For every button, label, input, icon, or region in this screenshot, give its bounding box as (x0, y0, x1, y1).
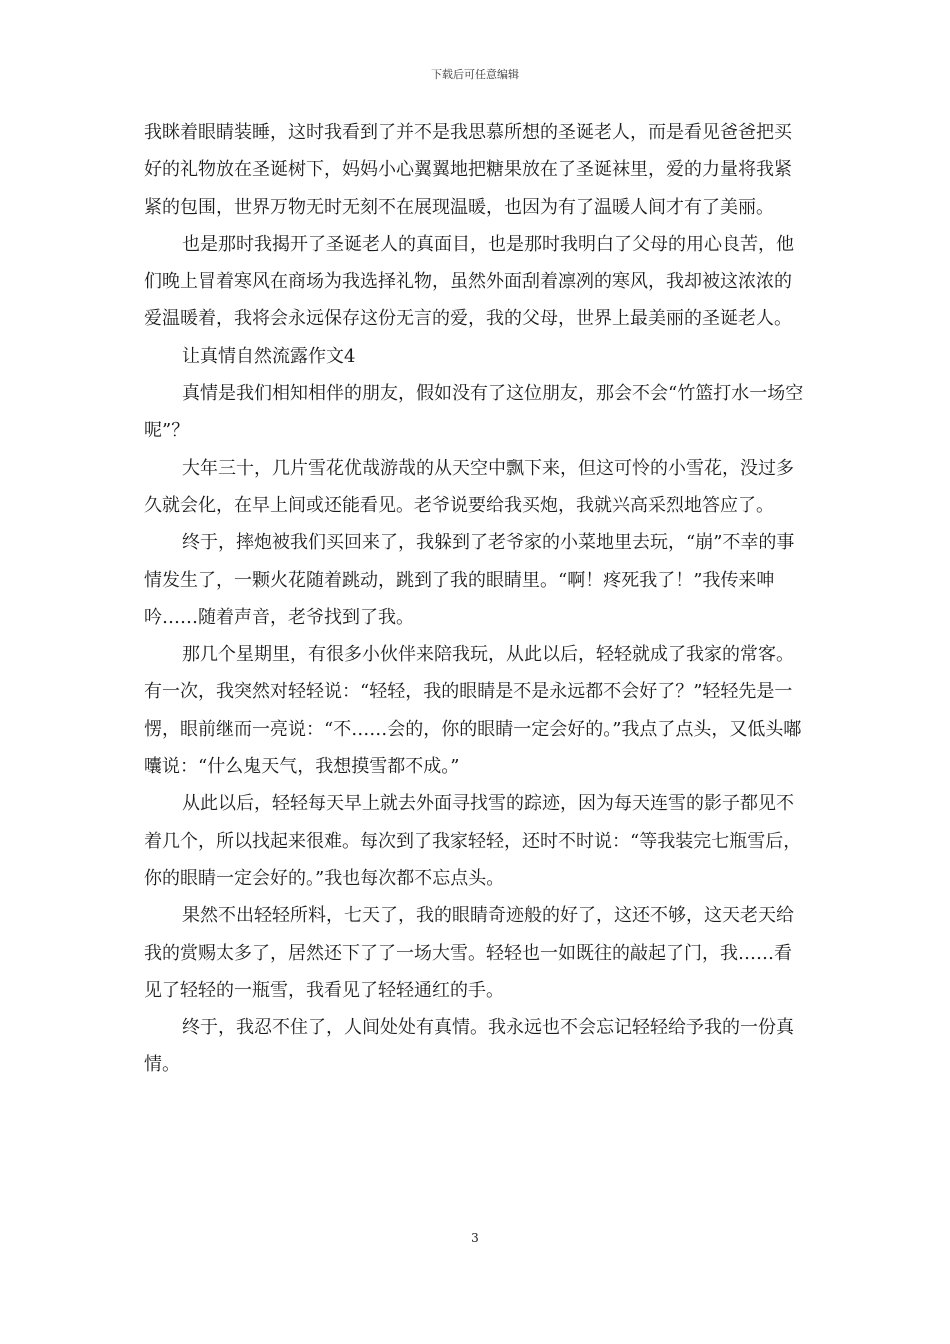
page-number: 3 (471, 1231, 479, 1245)
paragraph-6: 那几个星期里，有很多小伙伴来陪我玩，从此以后，轻轻就成了我家的常客。有一次，我突然对轻轻说：“轻轻，我的眼睛是不是永远都不会好了？”轻轻先是一愣，眼前继而一亮说：“不……会的，你的眼睛一定会好的。”我点了点头，又低头嘟囔说：“什么鬼天气，我想摸雪都不成。” (144, 644, 802, 778)
paragraph-9: 终于，我忍不住了，人间处处有真情。我永远也不会忘记轻轻给予我的一份真情。 (144, 1017, 794, 1076)
paragraph-4: 大年三十，几片雪花优哉游哉的从天空中飘下来，但这可怜的小雪花，没过多久就会化，在早上间或还能看见。老爷说要给我买炮，我就兴高采烈地答应了。 (144, 457, 794, 516)
document-body (144, 114, 809, 1084)
paragraph-1: 我眯着眼睛装睡，这时我看到了并不是我思慕所想的圣诞老人，而是看见爸爸把买好的礼物放在圣诞树下，妈妈小心翼翼地把糖果放在了圣诞袜里，爱的力量将我紧紧的包围，世界万物无时无刻不在展现温暖，也因为有了温暖人间才有了美丽。 (144, 122, 792, 218)
essay-title: 让真情自然流露作文4 (182, 345, 356, 367)
page-header: 下载后可任意编辑 (431, 68, 519, 81)
paragraph-5: 终于，摔炮被我们买回来了，我躲到了老爷家的小菜地里去玩，“崩”不幸的事情发生了，一颗火花随着跳动，跳到了我的眼睛里。“啊！疼死我了！”我传来呻吟……随着声音，老爷找到了我。 (144, 532, 795, 628)
paragraph-2: 也是那时我揭开了圣诞老人的真面目，也是那时我明白了父母的用心良苦，他们晚上冒着寒风在商场为我选择礼物，虽然外面刮着凛冽的寒风，我却被这浓浓的爱温暖着，我将会永远保存这份无言的爱，我的父母，世界上最美丽的圣诞老人。 (144, 233, 794, 330)
paragraph-8: 果然不出轻轻所料，七天了，我的眼睛奇迹般的好了，这还不够，这天老天给我的赏赐太多了，居然还下了了一场大雪。轻轻也一如既往的敲起了门，我……看见了轻轻的一瓶雪，我看见了轻轻通红的手。 (144, 905, 794, 1001)
paragraph-3: 真情是我们相知相伴的朋友，假如没有了这位朋友，那会不会“竹篮打水一场空呢”？ (144, 383, 804, 442)
paragraph-7: 从此以后，轻轻每天早上就去外面寻找雪的踪迹，因为每天连雪的影子都见不着几个，所以找起来很难。每次到了我家轻轻，还时不时说：“等我装完七瓶雪后，你的眼睛一定会好的。”我也每次都不忘点头。 (144, 793, 802, 889)
